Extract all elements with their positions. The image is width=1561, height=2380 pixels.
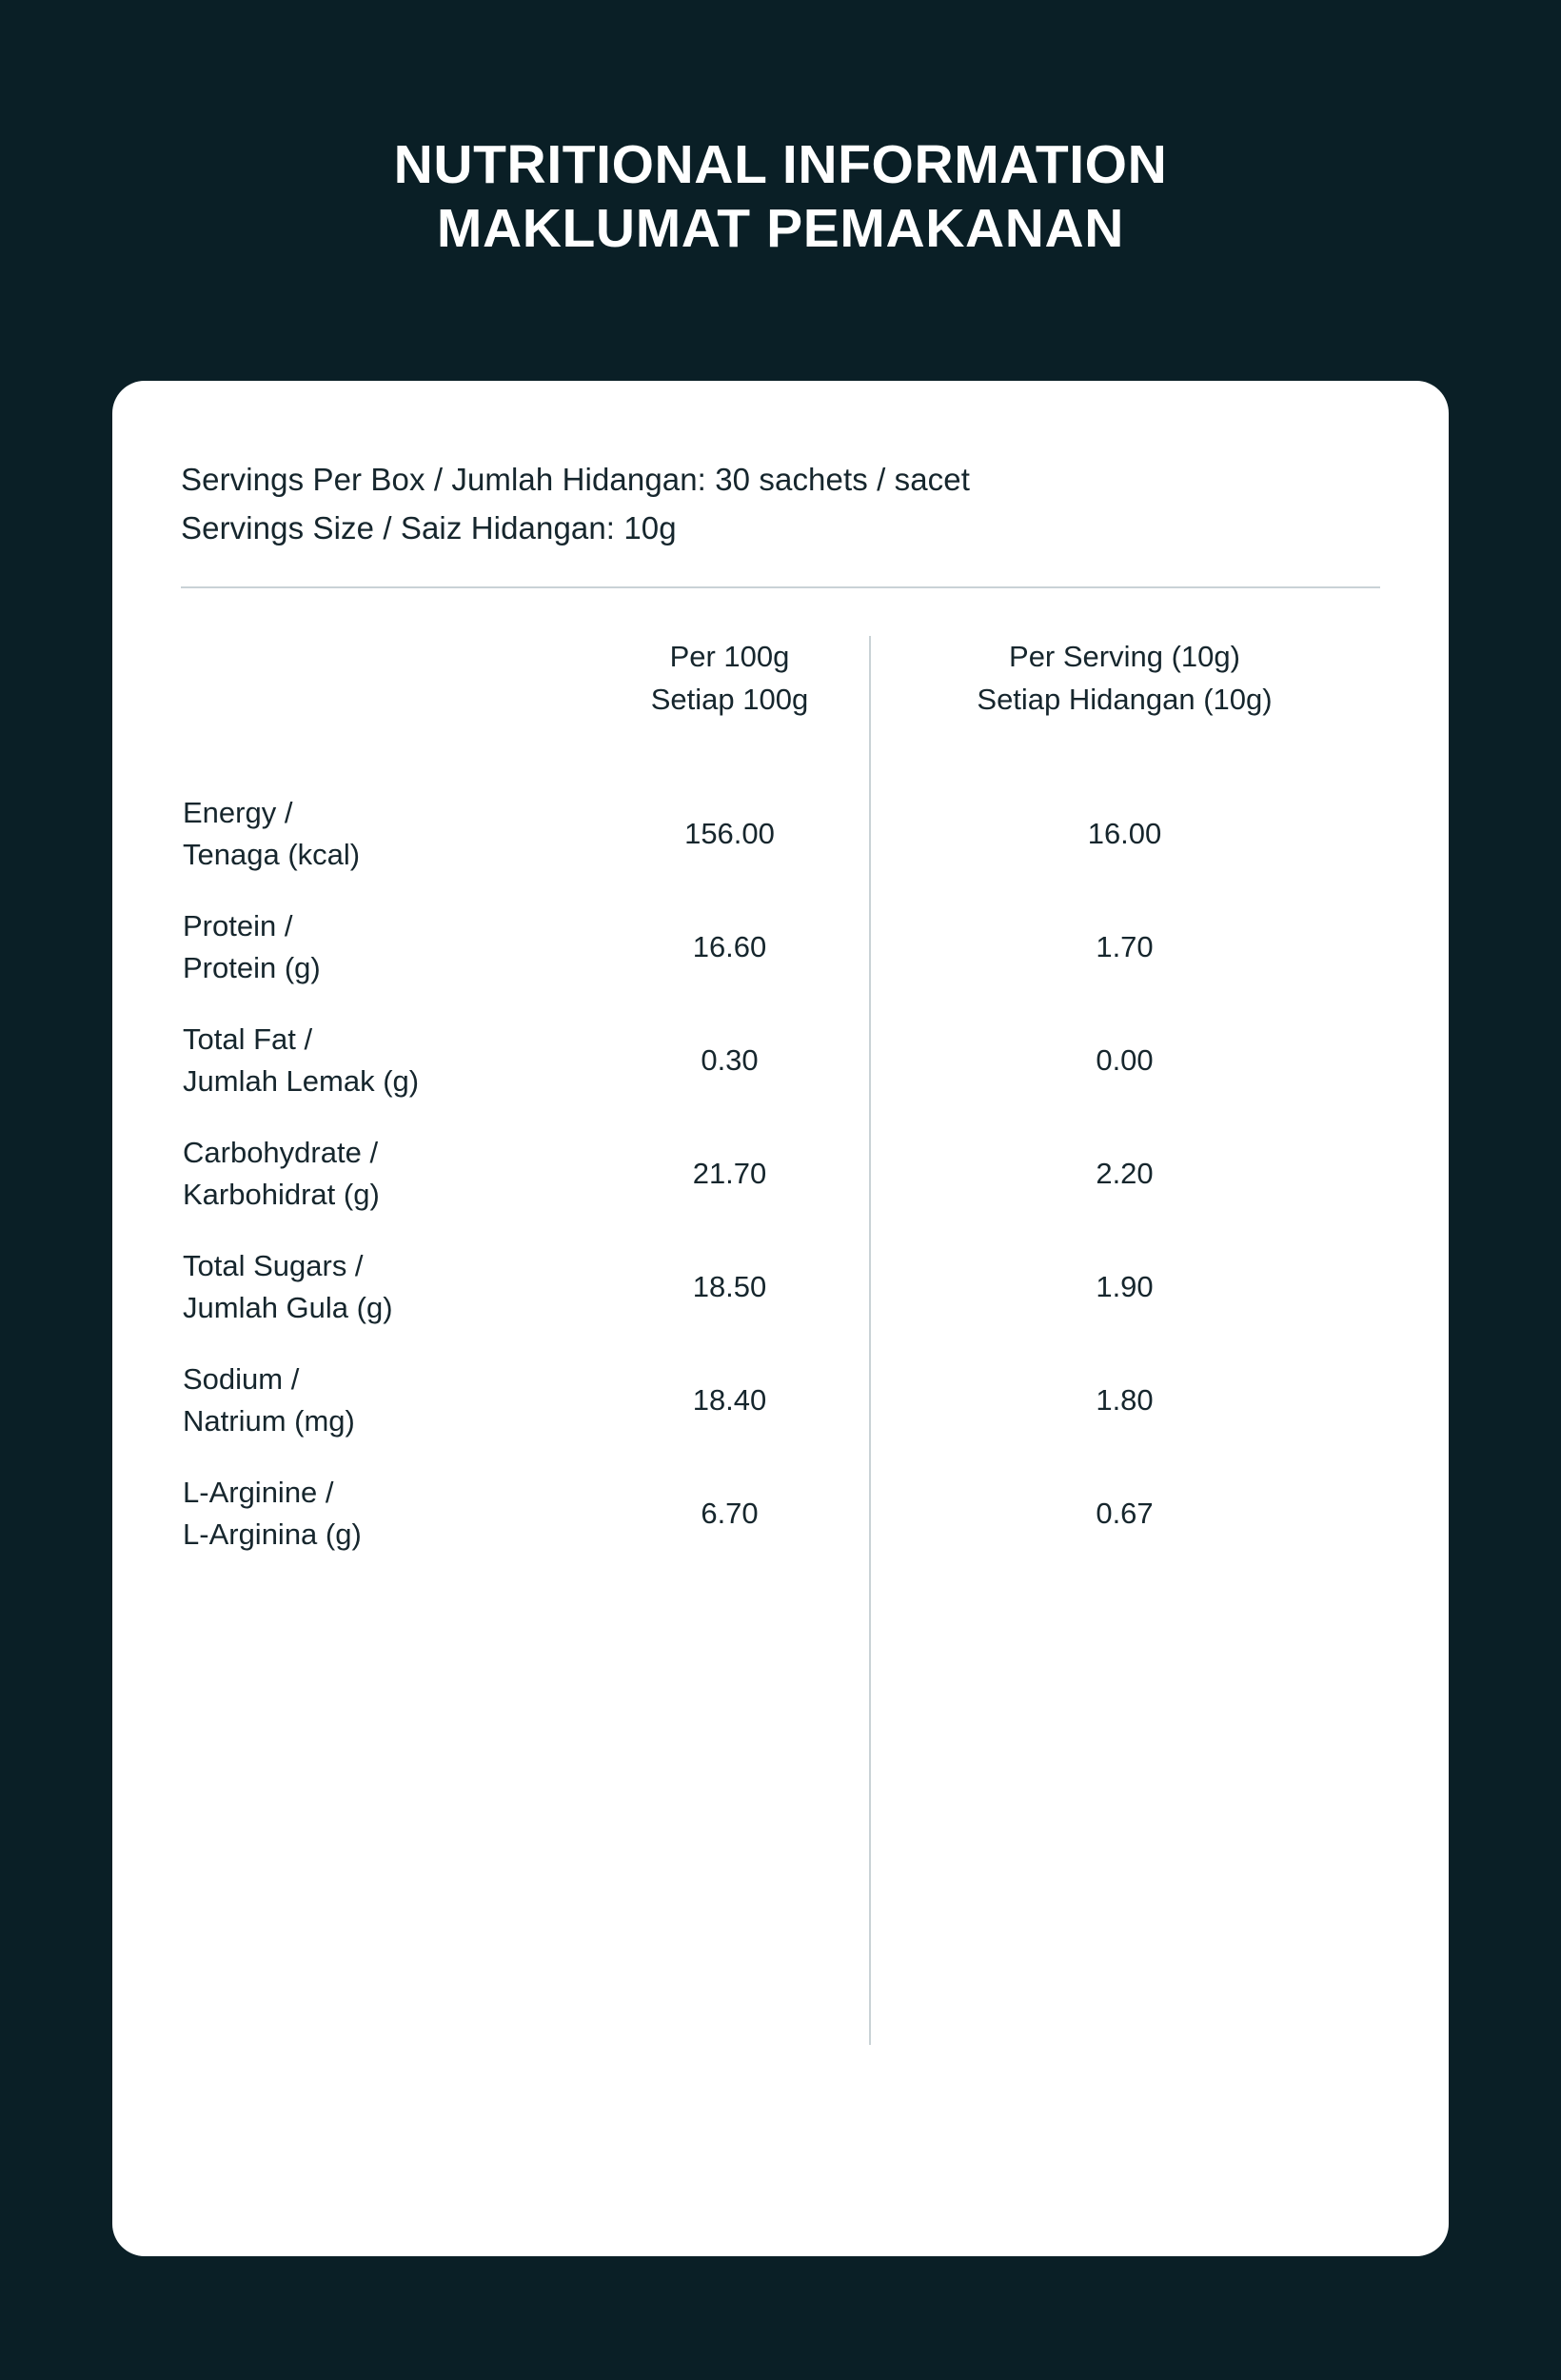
row-label — [181, 890, 590, 1003]
row-value-per-100g: 21.70 — [692, 1156, 767, 1190]
table-row — [181, 1117, 1380, 1230]
row-label-malay: Tenaga (kcal) — [183, 837, 361, 871]
table-row — [181, 1230, 1380, 1343]
page-title — [0, 0, 1561, 262]
row-label-english: Total Fat / — [183, 1021, 313, 1056]
table-body — [181, 777, 1380, 1570]
row-label — [181, 1003, 590, 1117]
nutrition-card — [112, 381, 1449, 2256]
row-value-per-serving: 0.67 — [1096, 1496, 1154, 1530]
row-label-malay: Natrium (mg) — [183, 1403, 355, 1438]
row-label-english: L-Arginine / — [183, 1475, 334, 1509]
serving-size: Servings Size / Saiz Hidangan: 10g — [181, 510, 677, 546]
column-divider — [869, 636, 871, 2045]
table-header-row — [181, 636, 1380, 777]
table-head — [181, 636, 1380, 777]
row-value-per-serving: 16.00 — [1087, 816, 1162, 850]
nutrition-table — [181, 636, 1380, 1570]
row-label — [181, 777, 590, 890]
row-label — [181, 1457, 590, 1570]
row-value-per-100g: 18.40 — [692, 1382, 767, 1417]
row-label — [181, 1343, 590, 1457]
column-header-per-100g-malay: Setiap 100g — [650, 683, 809, 717]
row-label — [181, 1117, 590, 1230]
row-value-per-100g: 16.60 — [692, 929, 767, 963]
row-label-english: Sodium / — [183, 1361, 300, 1396]
page-title-line-english: NUTRITIONAL INFORMATION — [393, 134, 1168, 195]
column-header-per-100g — [590, 636, 869, 777]
row-value-per-serving: 1.70 — [1096, 929, 1154, 963]
row-label-malay: Protein (g) — [183, 950, 321, 984]
column-header-per-100g-english: Per 100g — [669, 640, 790, 674]
table-row — [181, 1003, 1380, 1117]
row-label-malay: Jumlah Lemak (g) — [183, 1063, 420, 1098]
column-header-per-serving-english: Per Serving (10g) — [1009, 640, 1240, 674]
table-row — [181, 777, 1380, 890]
table-row — [181, 1343, 1380, 1457]
table-row — [181, 1457, 1380, 1570]
servings-per-box: Servings Per Box / Jumlah Hidangan: 30 sachets / sacet — [181, 462, 970, 497]
row-label — [181, 1230, 590, 1343]
table-row — [181, 890, 1380, 1003]
column-header-per-serving-malay: Setiap Hidangan (10g) — [977, 683, 1273, 717]
row-value-per-100g: 6.70 — [701, 1496, 759, 1530]
row-label-english: Total Sugars / — [183, 1248, 364, 1282]
row-value-per-serving: 2.20 — [1096, 1156, 1154, 1190]
header-divider — [181, 586, 1380, 588]
row-label-english: Energy / — [183, 795, 293, 829]
column-header-nutrient — [181, 636, 590, 777]
servings-info — [181, 455, 1380, 552]
row-value-per-100g: 156.00 — [684, 816, 775, 850]
row-value-per-100g: 18.50 — [692, 1269, 767, 1303]
nutrition-table-wrapper — [181, 636, 1380, 1570]
row-value-per-serving: 1.80 — [1096, 1382, 1154, 1417]
page-title-line-malay: MAKLUMAT PEMAKANAN — [436, 198, 1125, 260]
row-value-per-serving: 0.00 — [1096, 1042, 1154, 1077]
row-label-english: Carbohydrate / — [183, 1135, 379, 1169]
row-label-malay: L-Arginina (g) — [183, 1517, 362, 1551]
row-value-per-serving: 1.90 — [1096, 1269, 1154, 1303]
row-label-english: Protein / — [183, 908, 293, 942]
row-value-per-100g: 0.30 — [701, 1042, 759, 1077]
row-label-malay: Jumlah Gula (g) — [183, 1290, 393, 1324]
row-label-malay: Karbohidrat (g) — [183, 1177, 380, 1211]
column-header-per-serving — [869, 636, 1380, 777]
